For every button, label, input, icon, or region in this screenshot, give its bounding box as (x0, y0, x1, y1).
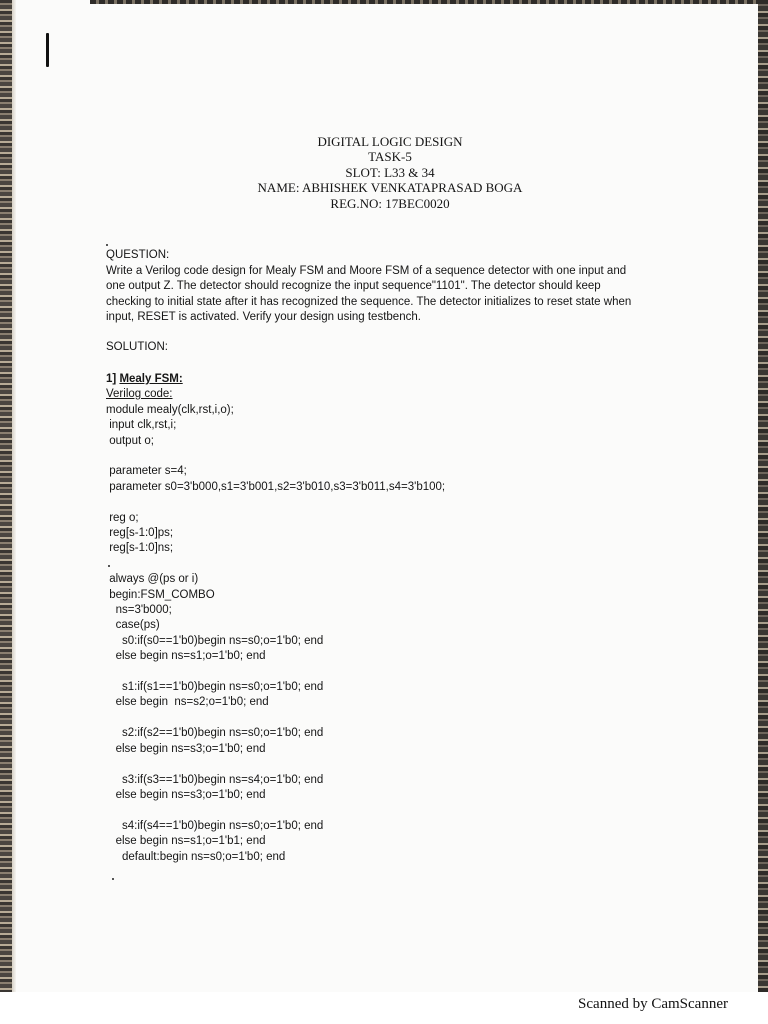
stray-dot (108, 565, 110, 567)
code-line: else begin ns=s3;o=1'b0; end (106, 742, 266, 755)
code-line: s1:if(s1==1'b0)begin ns=s0;o=1'b0; end (106, 681, 324, 694)
code-line: s2:if(s2==1'b0)begin ns=s0;o=1'b0; end (106, 727, 324, 740)
code-line: else begin ns=s1;o=1'b1; end (106, 835, 266, 848)
code-line: default:begin ns=s0;o=1'b0; end (106, 850, 286, 863)
code-line (106, 803, 696, 818)
code-line: always @(ps or i) (106, 573, 199, 586)
code-line: parameter s0=3'b000,s1=3'b001,s2=3'b010,s3=3'b011,s4=3'b100; (106, 480, 446, 493)
code-line (106, 495, 696, 510)
code-line: ns=3'b000; (106, 604, 172, 617)
code-line: reg[s-1:0]ps; (106, 527, 174, 539)
code-line: reg[s-1:0]ns; (106, 542, 174, 555)
handwritten-margin-mark (46, 33, 49, 67)
code-line (106, 557, 696, 572)
top-page-edge (90, 0, 760, 4)
code-line: else begin ns=s3;o=1'b0; end (106, 788, 266, 801)
scanner-watermark: Scanned by CamScanner (578, 996, 728, 1012)
question-line: Write a Verilog code design for Mealy FSM and Moore FSM of a sequence detector with one input and (106, 264, 627, 277)
code-line (106, 711, 696, 726)
stray-dot (112, 878, 114, 880)
code-line: case(ps) (106, 619, 160, 632)
code-line: module mealy(clk,rst,i,o); (106, 403, 234, 416)
code-line: parameter s=4; (106, 465, 187, 478)
question-line: one output Z. The detector should recognize the input sequence"1101". The detector should keep (106, 280, 601, 293)
code-line: else begin ns=s1;o=1'b0; end (106, 650, 266, 663)
question-heading: QUESTION: (106, 249, 170, 261)
course-title: DIGITAL LOGIC DESIGN (317, 134, 463, 149)
document-body (106, 248, 696, 865)
code-line: input clk,rst,i; (106, 419, 177, 432)
code-line (106, 757, 696, 772)
code-line (106, 665, 696, 680)
registration-number: REG.NO: 17BEC0020 (330, 195, 450, 211)
section-title: Mealy FSM: (119, 372, 183, 385)
code-line: begin:FSM_COMBO (106, 588, 215, 601)
question-line: checking to initial state after it has recognized the sequence. The detector initializes to reset state when (106, 295, 632, 308)
code-line: else begin ns=s2;o=1'b0; end (106, 696, 269, 709)
verilog-code-block (106, 403, 696, 865)
slot-info: SLOT: L33 & 34 (345, 164, 435, 180)
code-line: s4:if(s4==1'b0)begin ns=s0;o=1'b0; end (106, 819, 324, 832)
student-name: NAME: ABHISHEK VENKATAPRASAD BOGA (257, 180, 523, 196)
code-line: reg o; (106, 511, 139, 524)
document-header (0, 134, 768, 211)
task-number: TASK-5 (368, 149, 412, 165)
question-text (106, 264, 696, 326)
question-line: input, RESET is activated. Verify your design using testbench. (106, 311, 421, 324)
section-heading (106, 372, 696, 388)
section-number: 1] (106, 372, 117, 385)
code-line: s3:if(s3==1'b0)begin ns=s4;o=1'b0; end (106, 773, 324, 786)
code-line: output o; (106, 434, 154, 447)
code-line (106, 449, 696, 464)
verilog-code-heading: Verilog code: (106, 388, 173, 401)
code-line: s0:if(s0==1'b0)begin ns=s0;o=1'b0; end (106, 634, 324, 647)
solution-heading: SOLUTION: (106, 340, 168, 353)
stray-dot (106, 244, 108, 246)
